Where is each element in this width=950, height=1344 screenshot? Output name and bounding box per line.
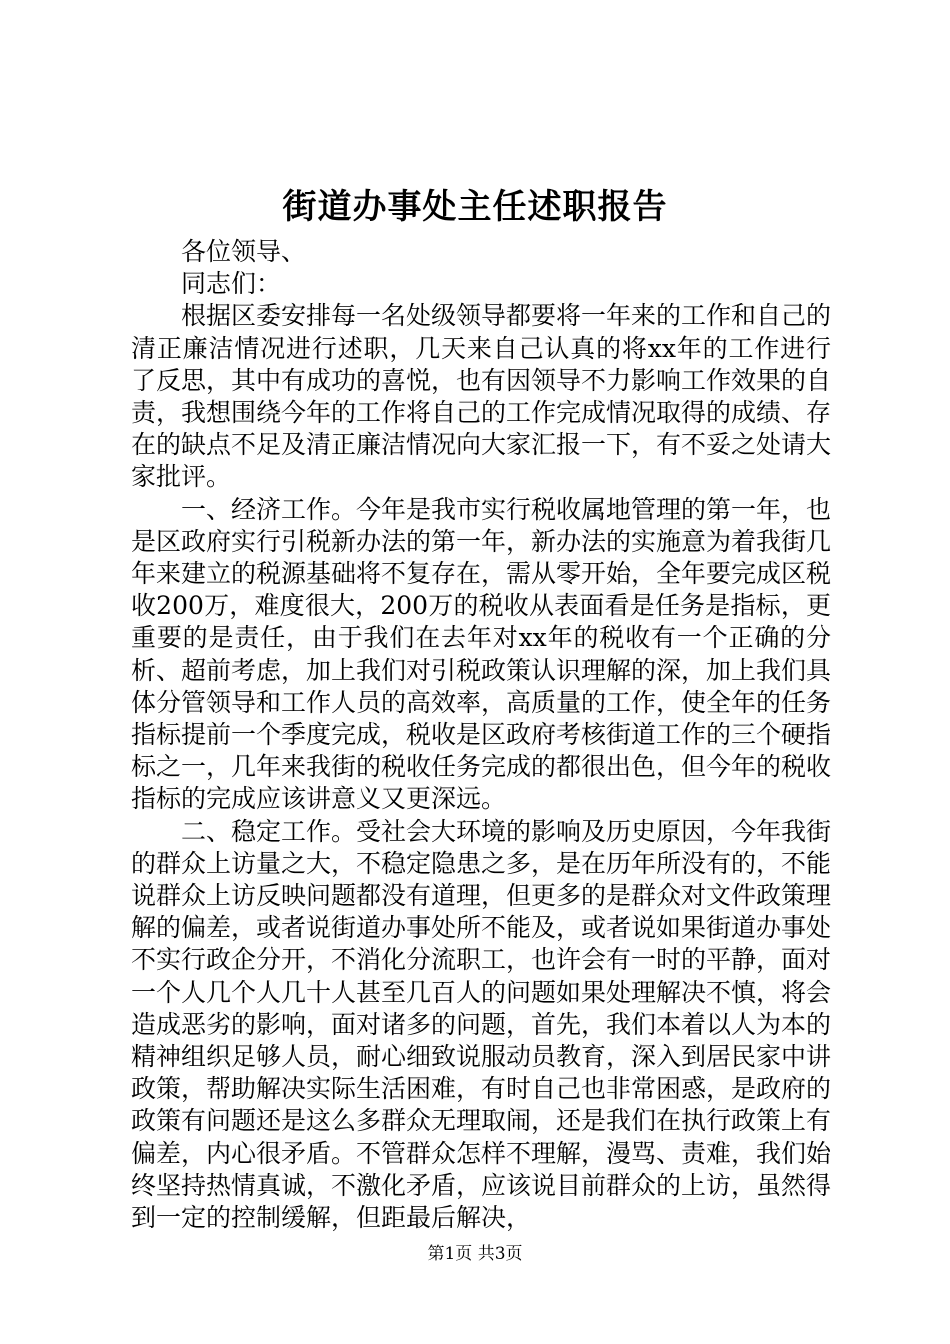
body-paragraph: 一、经济工作。今年是我市实行税收属地管理的第一年，也是区政府实行引税新办法的第一年，新办法的实施意为着我街几年来建立的税源基础将不复存在，需从零开始，全年要完成区税收200万，难度很大，200万的税收从表面看是任务是指标，更重要的是责任，由于我们在去年对xx年的税收有一个正确的分析、超前考虑，加上我们对引税政策认识理解的深，加上我们具体分管领导和工作人员的高效率，高质量的工作，使全年的任务指标提前一个季度完成，税收是区政府考核街道工作的三个硬指标之一，几年来我街的税收任务完成的都很出色，但今年的税收指标的完成应该讲意义又更深远。 [131,494,832,814]
document-title: 街道办事处主任述职报告 [282,187,668,227]
document-body [131,236,831,1234]
body-paragraph: 二、稳定工作。受社会大环境的影响及历史原因，今年我街的群众上访量之大，不稳定隐患之多，是在历年所没有的，不能说群众上访反映问题都没有道理，但更多的是群众对文件政策理解的偏差，或者说街道办事处所不能及，或者说如果街道办事处不实行政企分开，不消化分流职工，也许会有一时的平静，面对一个人几个人几十人甚至几百人的问题如果处理解决不慎，将会造成恶劣的影响，面对诸多的问题，首先，我们本着以人为本的精神组织足够人员，耐心细致说服动员教育，深入到居民家中讲政策，帮助解决实际生活困难，有时自己也非常困惑，是政府的政策有问题还是这么多群众无理取闹，还是我们在执行政策上有偏差，内心很矛盾。不管群众怎样不理解，漫骂、责难，我们始终坚持热情真诚，不激化矛盾，应该说目前群众的上访，虽然得到一定的控制缓解，但距最后解决， [131,816,832,1233]
body-paragraph: 根据区委安排每一名处级领导都要将一年来的工作和自己的清正廉洁情况进行述职，几天来自己认真的将xx年的工作进行了反思，其中有成功的喜悦，也有因领导不力影响工作效果的自责，我想围绕今年的工作将自己的工作完成情况取得的成绩、存在的缺点不足及清正廉洁情况向大家汇报一下，有不妥之处请大家批评。 [131,301,832,492]
page-number: 第1页 共3页 [427,1244,523,1264]
salutation-line: 同志们： [181,269,282,299]
salutation-line: 各位领导、 [181,237,307,266]
